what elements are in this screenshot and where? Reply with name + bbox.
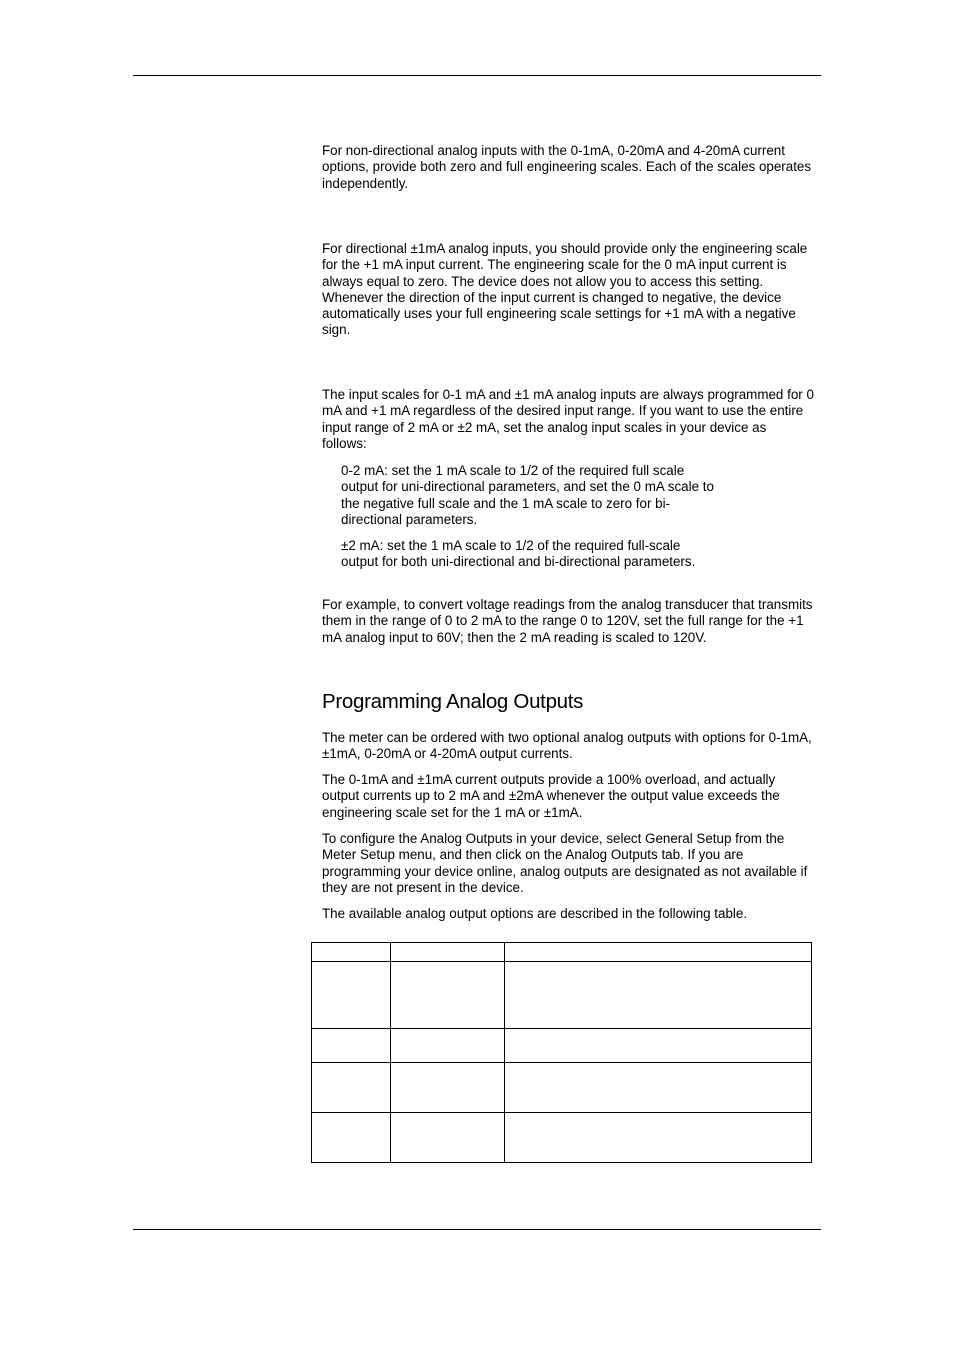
table-cell — [391, 1113, 505, 1163]
table-cell — [505, 962, 812, 1029]
table-cell — [391, 1063, 505, 1113]
paragraph-overload — [322, 772, 814, 821]
paragraph-example — [322, 597, 814, 646]
table-cell — [312, 1029, 391, 1063]
table-row — [312, 962, 812, 1029]
table-row — [312, 1063, 812, 1113]
table-header-cell — [391, 943, 505, 962]
footer-rule — [133, 1229, 821, 1230]
paragraph-input-scales — [322, 387, 814, 452]
table-header-cell — [312, 943, 391, 962]
table-cell — [505, 1063, 812, 1113]
list-item-pm2ma — [341, 538, 721, 571]
paragraph-text: For non-directional analog inputs with the 0-1mA, 0-20mA and 4-20mA current options, provide both zero and full engineering scales. Each of the scales operates independently. — [322, 143, 812, 191]
paragraph-text: The 0-1mA and ±1mA current outputs provide a 100% overload, and actually output currents up to 2 mA and ±2mA whenever the output value exceeds the engineering scale set for the 1 mA or ±1mA. — [322, 772, 780, 820]
table-header-row — [312, 943, 812, 962]
table-cell — [312, 962, 391, 1029]
paragraph-meter-outputs — [322, 730, 814, 763]
paragraph-text: The meter can be ordered with two optional analog outputs with options for 0-1mA, ±1mA, 0-20mA or 4-20mA output currents. — [322, 730, 812, 762]
table-row — [312, 1113, 812, 1163]
table-row — [312, 1029, 812, 1063]
paragraph-table-intro — [322, 906, 814, 922]
table-cell — [391, 962, 505, 1029]
paragraph-text: For example, to convert voltage readings from the analog transducer that transmits them in the range of 0 to 2 mA to the range 0 to 120V, set the full range for the +1 mA analog input to 60V; then the 2 mA reading is scaled to 120V. — [322, 597, 813, 645]
header-rule — [133, 75, 821, 76]
paragraph-text: To configure the Analog Outputs in your device, select General Setup from the Meter Setup menu, and then click on the Analog Outputs tab. If you are programming your device online, analog outputs are designated as not available if they are not present in the device. — [322, 831, 808, 895]
section-heading: Programming Analog Outputs — [322, 690, 584, 713]
analog-output-options-table — [311, 942, 812, 1163]
table-cell — [391, 1029, 505, 1063]
table-header-cell — [505, 943, 812, 962]
table-cell — [312, 1113, 391, 1163]
table-cell — [505, 1029, 812, 1063]
list-item-0-2ma — [341, 463, 721, 528]
table-cell — [312, 1063, 391, 1113]
list-item-term: 0-2 mA — [341, 463, 385, 478]
paragraph-configure — [322, 831, 814, 896]
list-item-text: : set the 1 mA scale to 1/2 of the required full scale output for uni-directional parameters, and set the 0 mA scale to the negative full scale and the 1 mA scale to zero for bi-directional parameters. — [341, 463, 714, 527]
paragraph-text: The input scales for 0-1 mA and ±1 mA analog inputs are always programmed for 0 mA and +1 mA regardless of the desired input range. If you want to use the entire input range of 2 mA or ±2 mA, set the analog input scales in your device as follows: — [322, 387, 814, 451]
list-item-text: : set the 1 mA scale to 1/2 of the required full-scale output for both uni-directional and bi-directional parameters. — [341, 538, 696, 570]
paragraph-directional — [322, 241, 814, 339]
list-item-term: ±2 mA — [341, 538, 380, 553]
paragraph-text: The available analog output options are described in the following table. — [322, 906, 748, 921]
table-cell — [505, 1113, 812, 1163]
paragraph-text: For directional ±1mA analog inputs, you should provide only the engineering scale for the +1 mA input current. The engineering scale for the 0 mA input current is always equal to zero. The device does not allow you to access this setting. Whenever the direction of the input current is changed to negative, the device automatically uses your full engineering scale settings for +1 mA with a negative sign. — [322, 241, 808, 338]
paragraph-non-directional — [322, 143, 814, 192]
